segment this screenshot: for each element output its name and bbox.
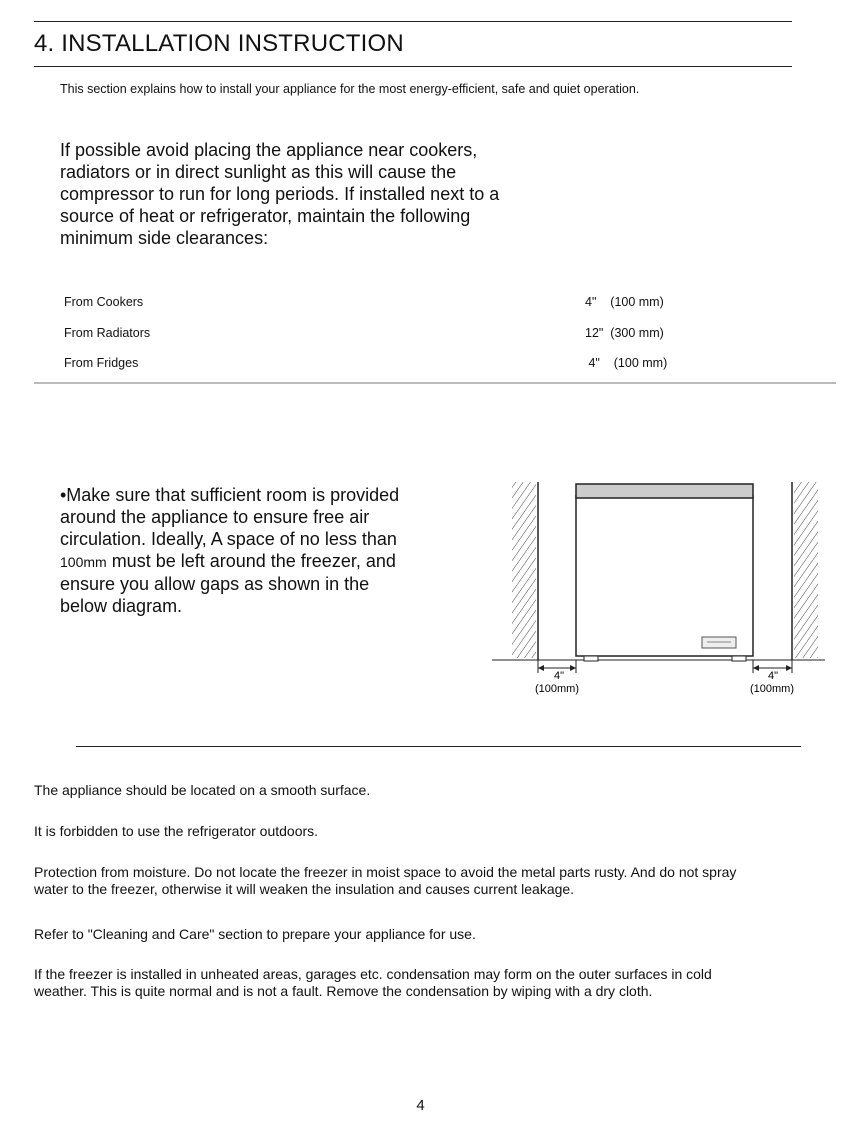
right-dim-arrowhead xyxy=(786,665,792,671)
paragraph-moisture: Protection from moisture. Do not locate the freezer in moist space to avoid the metal parts rusty. And do not spray water to the freezer, otherwise it will weaken the insulation and causes current leakage. xyxy=(34,864,737,897)
bullet-highlight: 100mm xyxy=(60,554,107,570)
left-wall-hatch xyxy=(512,482,536,658)
paragraph-surface: The appliance should be located on a smooth surface. xyxy=(34,782,371,798)
heat-paragraph: If possible avoid placing the appliance near cookers, radiators or in direct sunlight as this will cause the compressor to run for long periods. If installed next to a source of heat or refrigerator, maintain the following minimum side clearances: xyxy=(60,140,500,248)
paragraph-outdoors: It is forbidden to use the refrigerator outdoors. xyxy=(34,823,319,839)
right-dim-inch: 4" xyxy=(767,670,779,682)
right-wall-hatch xyxy=(794,482,818,658)
intro-text: This section explains how to install your appliance for the most energy-efficient, safe and quiet operation. xyxy=(60,82,640,96)
title-underline xyxy=(34,66,792,67)
bullet-text-1: •Make sure that sufficient room is provided around the appliance to ensure free air circulation. Ideally, A space of no less than xyxy=(60,485,400,549)
clearance-value: 4" (100 mm) xyxy=(585,295,664,309)
clearance-divider xyxy=(34,382,836,384)
left-dim-mm: (100mm) xyxy=(534,683,580,695)
clearance-diagram xyxy=(480,470,840,705)
clearance-value: 4" (100 mm) xyxy=(585,356,668,370)
section-divider xyxy=(76,746,801,747)
clearance-value: 12" (300 mm) xyxy=(585,326,664,340)
clearance-name: From Fridges xyxy=(64,356,139,370)
right-dim-mm: (100mm) xyxy=(749,683,795,695)
left-foot xyxy=(584,656,598,661)
bullet-text-2: must be left around the freezer, and ensure you allow gaps as shown in the below diagram. xyxy=(60,551,396,616)
right-dim-arrowhead xyxy=(753,665,759,671)
top-rule xyxy=(34,21,792,22)
freezer-body xyxy=(576,496,753,656)
left-dim-arrowhead xyxy=(570,665,576,671)
left-dim-arrowhead xyxy=(538,665,544,671)
clearance-name: From Cookers xyxy=(64,295,144,309)
page-title: 4. INSTALLATION INSTRUCTION xyxy=(34,30,404,57)
paragraph-cleaning: Refer to "Cleaning and Care" section to prepare your appliance for use. xyxy=(34,926,476,942)
freezer-lid xyxy=(576,484,753,498)
paragraph-condensation: If the freezer is installed in unheated areas, garages etc. condensation may form on the outer surfaces in cold weather. This is quite normal and is not a fault. Remove the condensation by wiping with a dry cloth. xyxy=(34,966,712,999)
right-foot xyxy=(732,656,746,661)
page-number: 4 xyxy=(416,1097,425,1114)
clearance-name: From Radiators xyxy=(64,326,151,340)
air-circulation-bullet xyxy=(60,484,420,617)
left-dim-inch: 4" xyxy=(553,670,565,682)
